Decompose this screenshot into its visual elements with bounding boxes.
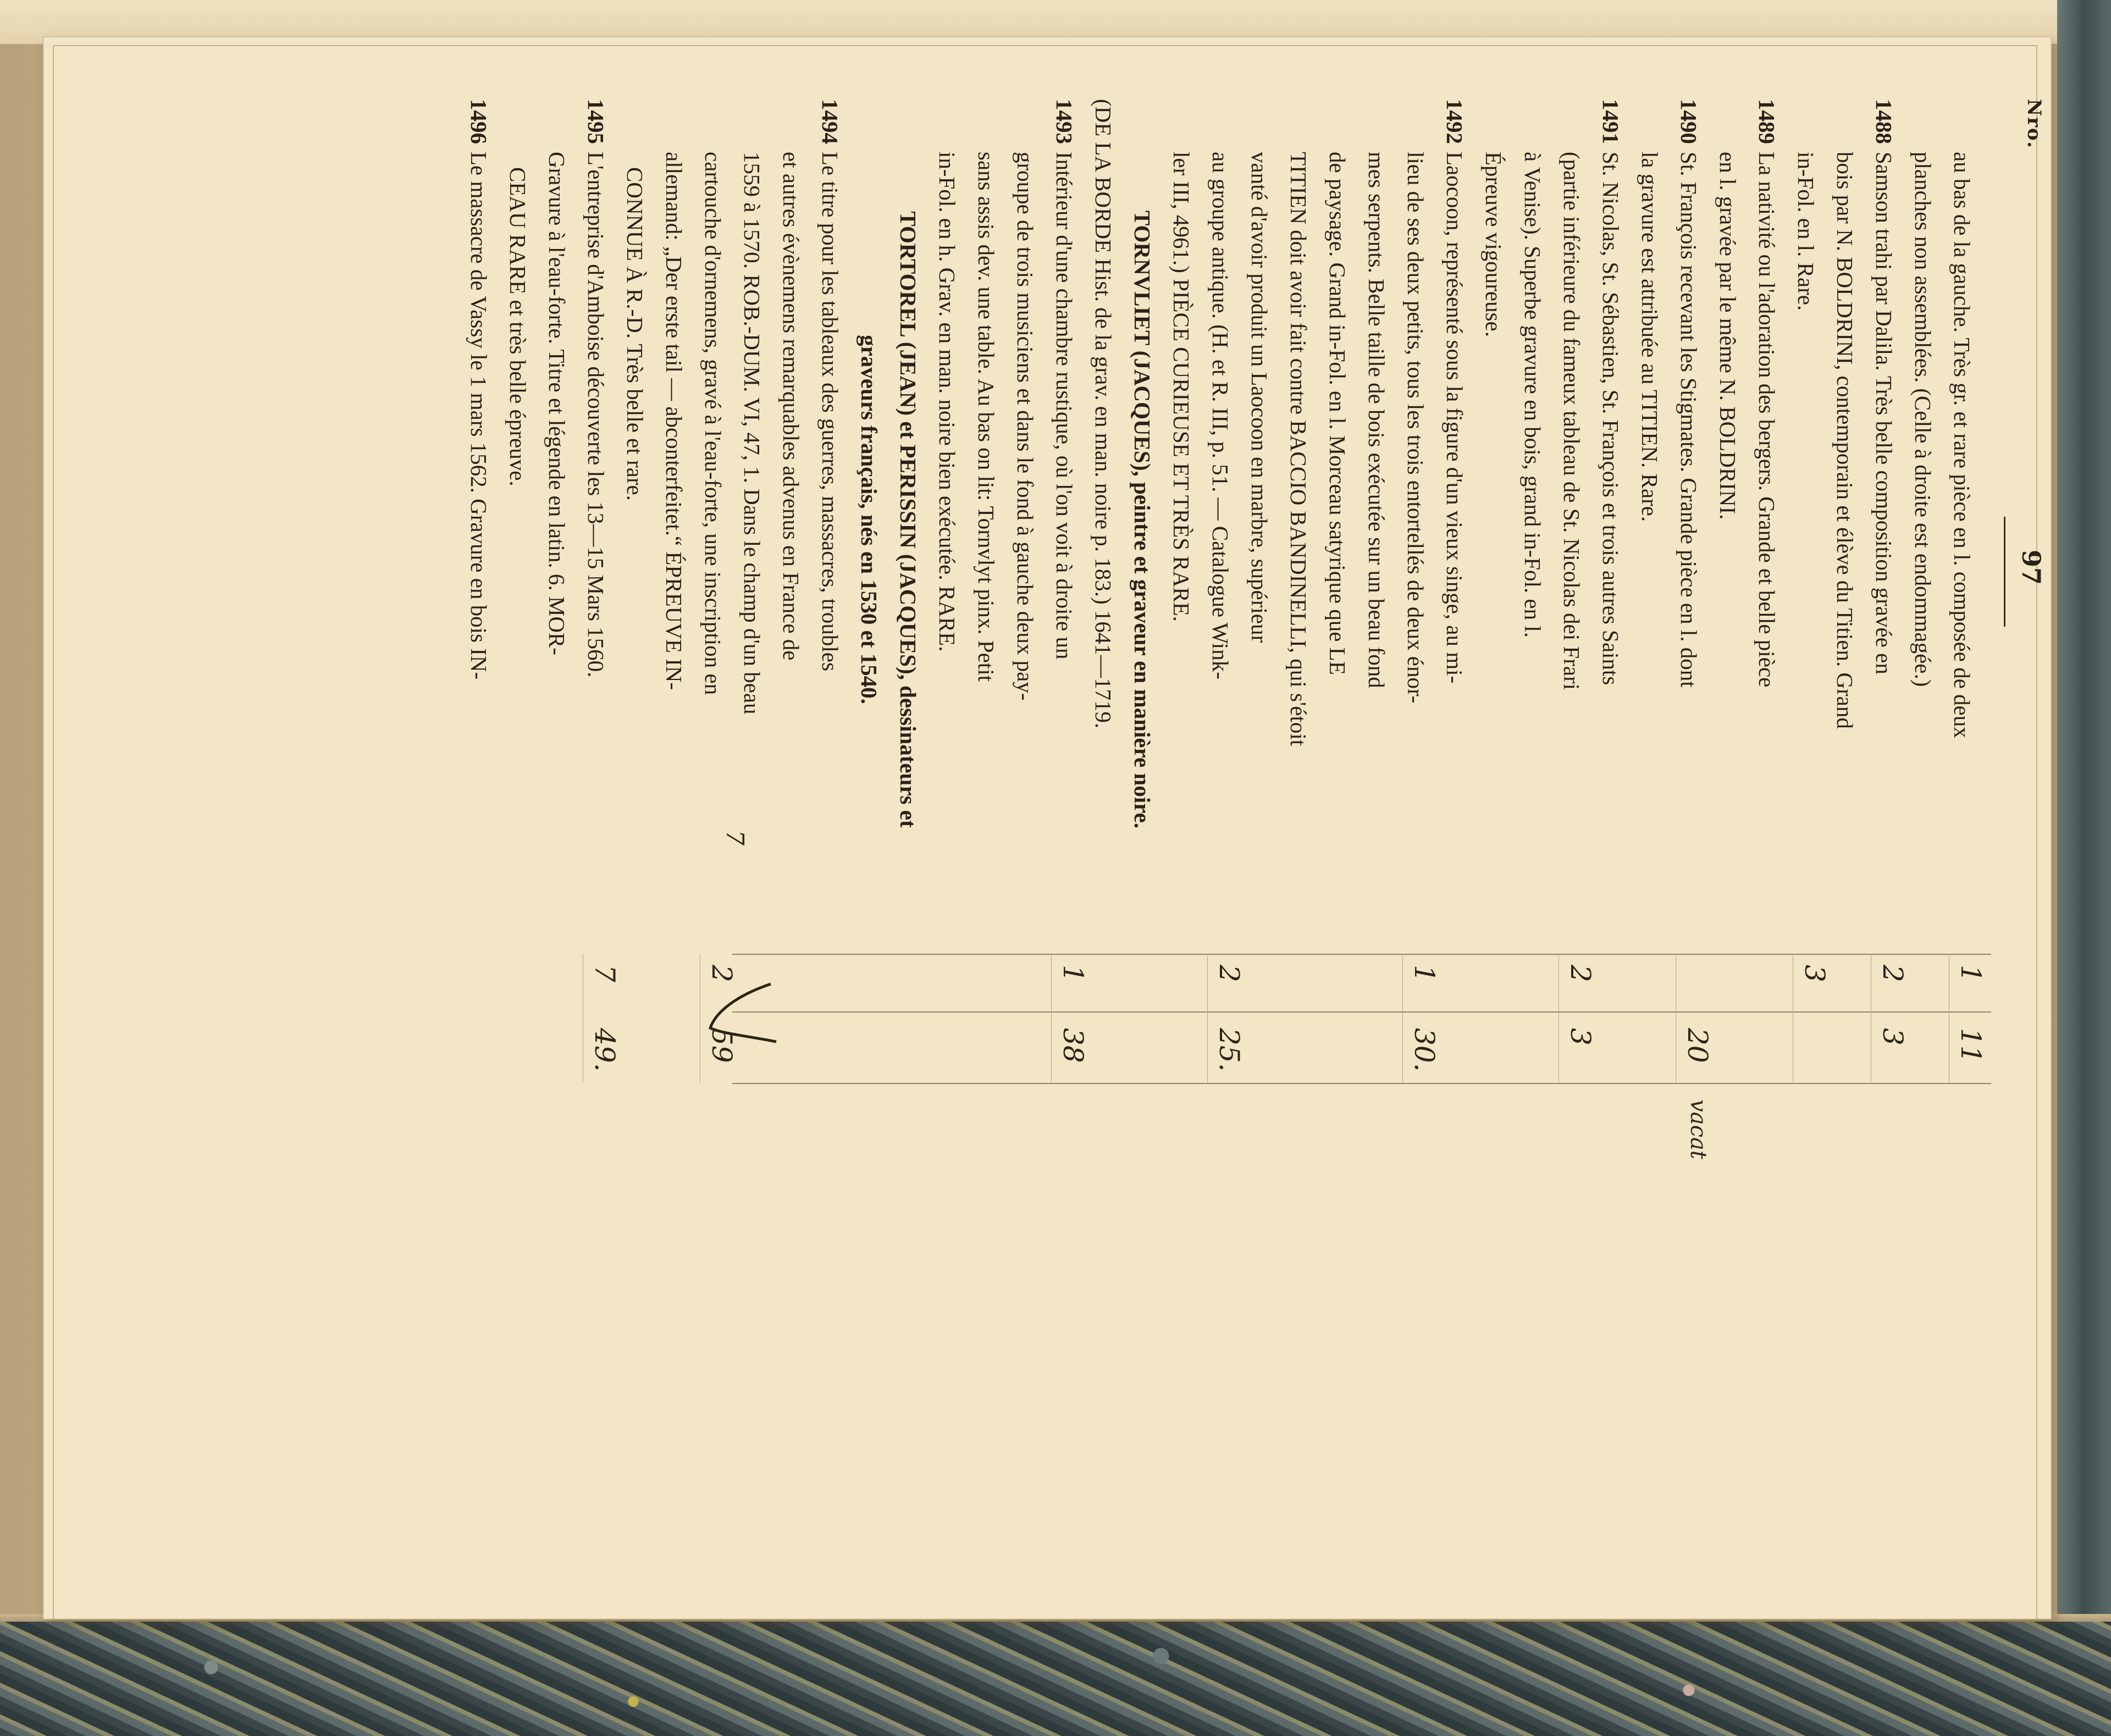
text-line (1630, 99, 1669, 940)
line-text: allemand: „Der erste tail — abconterfeitet.“ ÉPREUVE IN- (661, 152, 687, 690)
line-text: au groupe antique. (H. et R. III, p. 51. — Catalogue Wink- (1208, 152, 1233, 679)
handwritten-price: 1 (1057, 965, 1089, 982)
text-line (1279, 99, 1318, 940)
text-line (1942, 99, 1981, 940)
line-text: de paysage. Grand in-Fol. en l. Morceau satyrique que LE (1325, 152, 1350, 675)
handwritten-price: 59 (706, 1028, 738, 1063)
text-line (1396, 99, 1435, 940)
lot-number: 1494 (817, 99, 843, 144)
line-text: planches non assemblées. (Celle à droite est endommagée.) (1910, 152, 1936, 687)
line-text: La nativité ou l'adoration des bergers. Grande et belle pièce (1754, 152, 1780, 688)
text-line (1513, 99, 1552, 940)
text-line (1318, 99, 1357, 940)
line-text: cartouche d'ornemens, gravé à l'eau-forte, une inscription en (700, 152, 726, 695)
text-line (1357, 99, 1396, 940)
text-line (732, 99, 771, 940)
column-rule (732, 1083, 1991, 1084)
line-text: Intérieur d'une chambre rustique, où l'on voit à droite un (1052, 152, 1077, 660)
marbled-binding (0, 1622, 2111, 1736)
line-text: Laocoon, représenté sous la figure d'un vieux singe, au mi- (1442, 152, 1467, 684)
handwritten-price: 1 (1408, 965, 1440, 982)
handwritten-price: 49. (589, 1028, 621, 1072)
line-text: (partie inférieure du fameux tableau de St. Nicolas dei Frari (1559, 152, 1584, 690)
column-rule (732, 1011, 1991, 1013)
line-text: Le titre pour les tableaux des guerres, massacres, troubles (817, 152, 843, 671)
row-rule (1051, 954, 1052, 1083)
line-text: St. Nicolas, St. Sébastien, St. François et trois autres Saints (1598, 152, 1623, 685)
text-line (576, 99, 615, 940)
text-line (1552, 99, 1591, 940)
line-text: TORTOREL (JEAN) et PERISSIN (JACQUES), dessinateurs et (896, 211, 921, 828)
lot-number: 1496 (466, 99, 491, 144)
line-text: en l. gravée par le même N. BOLDRINI. (1715, 152, 1740, 520)
page-mark: 7 (721, 830, 749, 845)
line-text: St. François recevant les Stigmates. Grande pièce en l. dont (1676, 152, 1701, 688)
line-text: TORNVLIET (JACQUES), peintre et graveur en manière noire. (1130, 210, 1155, 829)
line-text: Gravure à l'eau-forte. Titre et légende en latin. 6. MOR- (544, 152, 570, 655)
line-text: sans assis dev. une table. Au bas on lit: Tornvlyt pinx. Petit (974, 152, 999, 682)
line-text: ler III, 4961.) PIÈCE CURIEUSE ET TRÈS RARE. (1169, 152, 1194, 622)
rotated-page-content (89, 99, 2046, 1638)
handwritten-price: 11 (1955, 1028, 1987, 1063)
text-line (1435, 99, 1474, 940)
line-text: la gravure est attribuée au TITIEN. Rare. (1637, 152, 1662, 522)
text-line (849, 99, 888, 940)
handwritten-price: 3 (1877, 1028, 1909, 1046)
line-text: in-Fol. en l. Rare. (1793, 152, 1819, 311)
line-text: lieu de ses deux petits, tous les trois entortellés de deux énor- (1403, 152, 1428, 704)
line-text: graveurs français, nés en 1530 et 1540. (856, 335, 882, 704)
lot-number: 1490 (1676, 99, 1701, 144)
handwritten-price: 38 (1057, 1028, 1089, 1063)
handwritten-price: 2 (1877, 965, 1909, 982)
handwritten-price: 7 (589, 965, 621, 982)
lot-number: 1492 (1442, 99, 1467, 144)
line-text: L'entreprise d'Amboise découverte les 13—15 Mars 1560. (583, 152, 609, 678)
text-line (966, 99, 1005, 940)
line-text: TITIEN doit avoir fait contre BACCIO BANDINELLI, qui s'étoit (1286, 152, 1311, 747)
line-text: à Venise). Superbe gravure en bois, grand in-Fol. en l. (1520, 152, 1545, 638)
text-line (927, 99, 966, 940)
margin-note: vacat (1686, 1099, 1711, 1159)
row-rule (1207, 954, 1208, 1083)
handwritten-price: 3 (1565, 1028, 1596, 1046)
text-line (537, 99, 576, 940)
catalog-text (459, 99, 1981, 940)
text-line (1864, 99, 1903, 940)
line-text: (DE LA BORDE Hist. de la grav. en man. noire p. 183.) 1641—1719. (1091, 99, 1116, 729)
text-line (498, 99, 537, 940)
line-text: groupe de trois musiciens et dans le fond à gauche deux pay- (1013, 152, 1038, 701)
line-text: Le massacre de Vassy le 1 mars 1562. Gravure en bois IN- (466, 152, 491, 680)
text-line (693, 99, 732, 940)
text-line (1747, 99, 1786, 940)
lot-number: 1488 (1871, 99, 1897, 144)
lot-number: 1489 (1754, 99, 1780, 144)
lot-number: 1491 (1598, 99, 1623, 144)
handwritten-price: 30. (1408, 1028, 1440, 1072)
text-line (1162, 99, 1201, 940)
line-text: vanté d'avoir produit un Laocoon en marbre, supérieur (1247, 152, 1272, 643)
text-line (1708, 99, 1747, 940)
page-number-rule (2004, 517, 2005, 627)
lot-number: 1495 (583, 99, 609, 144)
text-line (1045, 99, 1084, 940)
handwritten-price: 20 (1682, 1028, 1714, 1063)
text-line (1123, 99, 1162, 940)
text-line (1825, 99, 1864, 940)
handwritten-price: 3 (1799, 965, 1831, 982)
handwritten-price: 2 (706, 965, 738, 982)
handwritten-price: 25. (1213, 1028, 1245, 1072)
text-line (1240, 99, 1279, 940)
line-text: in-Fol. en h. Grav. en man. noire bien exécutée. RARE. (935, 152, 960, 652)
column-rule (732, 954, 1991, 955)
line-text: CONNUE À R.-D. Très belle et rare. (622, 167, 648, 501)
text-line (1903, 99, 1942, 940)
line-text: au bas de la gauche. Très gr. et rare pièce en l. composée de deux (1949, 152, 1975, 738)
handwritten-price: 1 (1955, 965, 1987, 982)
text-line (1591, 99, 1630, 940)
check-mark-icon (705, 978, 782, 1044)
text-line (1669, 99, 1708, 940)
text-line (1084, 99, 1123, 940)
text-line (888, 99, 927, 940)
line-text: mes serpents. Belle taille de bois exécutée sur un beau fond (1364, 152, 1389, 688)
handwritten-price: 2 (1565, 965, 1596, 982)
text-line (1474, 99, 1513, 940)
line-text: 1559 à 1570. ROB.-DUM. VI, 47, 1. Dans le champ d'un beau (739, 152, 765, 715)
nro-label: Nro. (2023, 99, 2045, 149)
text-line (771, 99, 810, 940)
lot-number: 1493 (1052, 99, 1077, 144)
book-cover-edge (2057, 0, 2111, 1736)
line-text: et autres évènemens remarquables advenus en France de (778, 152, 804, 661)
text-line (459, 99, 498, 940)
text-line (615, 99, 654, 940)
handwritten-price: 2 (1213, 965, 1245, 982)
text-line (1786, 99, 1825, 940)
row-rule (1402, 954, 1403, 1083)
text-line (654, 99, 693, 940)
page-number: 97 (2016, 550, 2046, 585)
text-line (1005, 99, 1045, 940)
line-text: bois par N. BOLDRINI, contemporain et élève du Titien. Grand (1832, 152, 1858, 729)
text-line (1201, 99, 1240, 940)
line-text: Épreuve vigoureuse. (1481, 152, 1506, 337)
line-text: Samson trahi par Dalila. Très belle composition gravée en (1871, 152, 1897, 675)
text-line (810, 99, 849, 940)
line-text: CEAU RARE et très belle épreuve. (505, 167, 530, 486)
